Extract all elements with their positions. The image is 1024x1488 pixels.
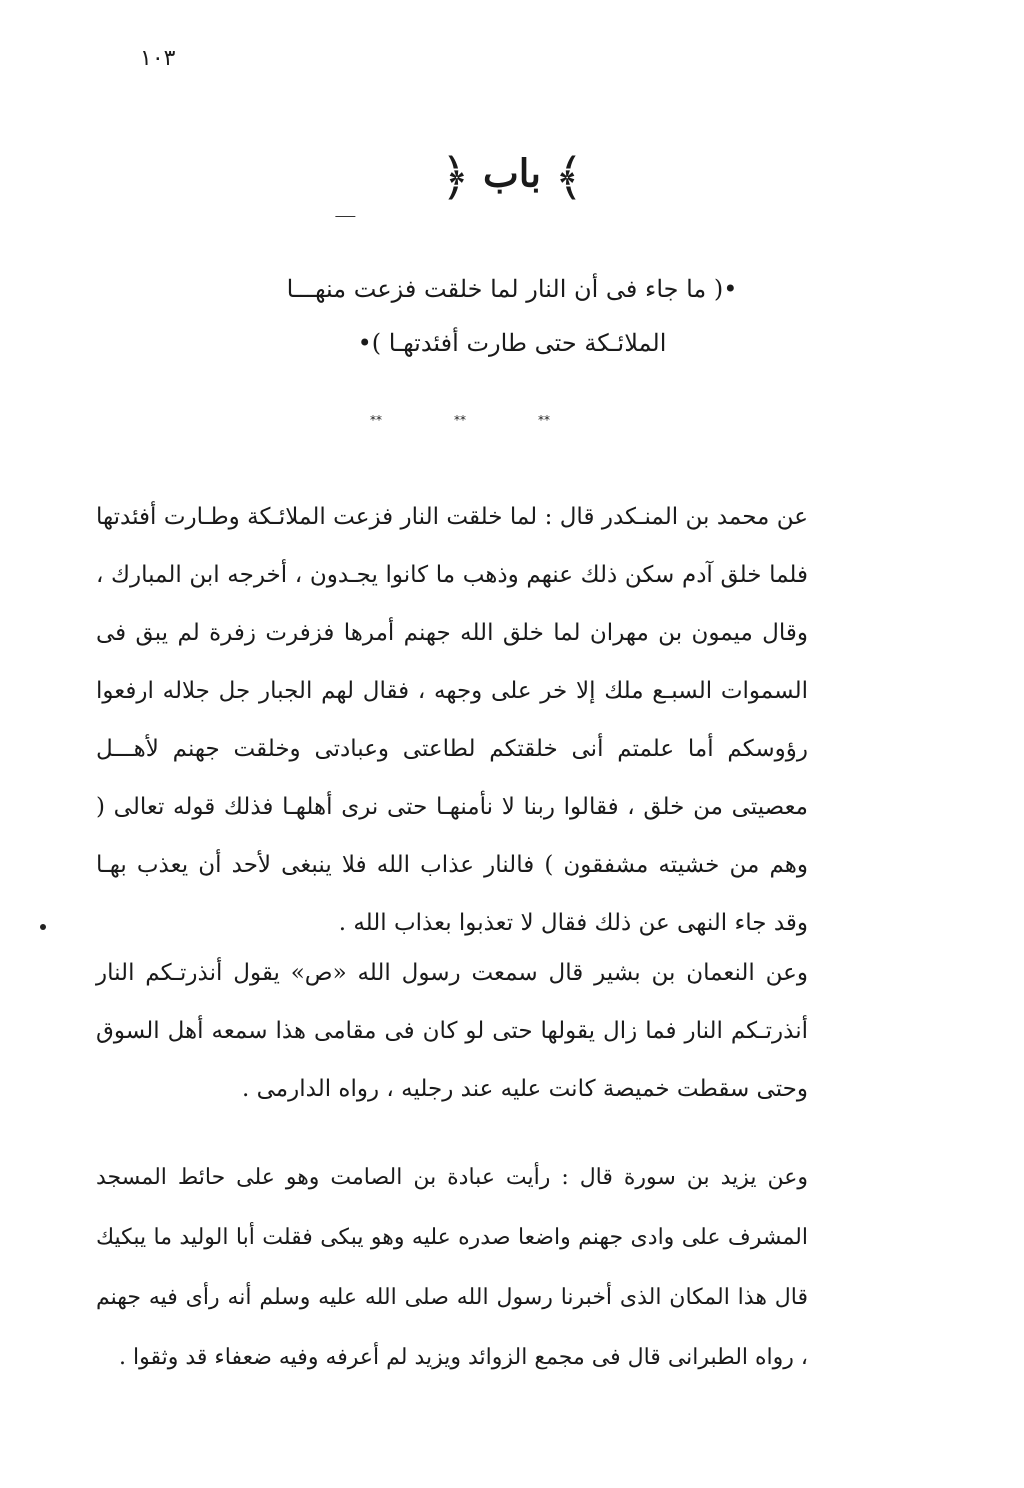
chapter-subtitle [0,262,1024,370]
separator-stars: ** [370,413,382,427]
separator-stars: ** [454,413,466,427]
separator-stars: ** [538,413,550,427]
paragraph-2: وعن النعمان بن بشير قال سمعت رسول الله «ص» يقول أنذرتـكم النار أنذرتـكم النار فما زال يقولها حتى لو كان فى مقامى هذا سمعه أهل السوق وحتى سقطت خميصة كانت عليه عند رجليه ، رواه الدارمى . [96,960,808,1102]
paragraph-1: عن محمد بن المنـكدر قال : لما خلقت النار فزعت الملائـكة وطـارت أفئدتها فلما خلق آدم سكن ذلك عنهم وذهب ما كانوا يجـدون ، أخرجه ابن المبارك ، وقال ميمون بن مهران لما خلق الله جهنم أمرها فزفرت زفرة لم يبق فى السموات السبـع ملك إلا خر على وجهه ، فقال لهم الجبار جل جلاله ارفعوا رؤوسكم أما علمتم أنى خلقتكم لطاعتى وعبادتى وخلقت جهنم لأهـــل معصيتى من خلق ، فقالوا ربنا لا نأمنهـا حتى نرى أهلهـا فذلك قوله تعالى ( وهم من خشيته مشفقون ) فالنار عذاب الله فلا ينبغى لأحد أن يعذب بهـا وقد جاء النهى عن ذلك فقال لا تعذبوا بعذاب الله . [96,504,808,936]
ornate-bracket-left: ﴿ [440,148,470,206]
margin-dot [40,924,46,930]
subtitle-line-2: الملائـكة حتى طارت أفئدتهـا )• [357,329,667,357]
paragraph-3: وعن يزيد بن سورة قال : رأيت عبادة بن الصامت وهو على حائط المسجد المشرف على وادى جهنم واضعا صدره عليه وهو يبكى فقلت أبا الوليد ما يبكيك قال هذا المكان الذى أخبرنا رسول الله صلى الله عليه وسلم أنه رأى فيه جهنم ، رواه الطبرانى قال فى مجمع الزوائد ويزيد لم أعرفه وفيه ضعفاء قد وثقوا . [96,1165,808,1370]
page-number: ١٠٣ [140,46,176,71]
chapter-heading [0,148,1024,206]
section-separator [370,413,550,427]
ornate-bracket-right: ﴾ [554,148,584,206]
chapter-title: باب [483,150,541,196]
subtitle-line-1: •( ما جاء فى أن النار لما خلقت فزعت منهـــا [286,275,738,303]
